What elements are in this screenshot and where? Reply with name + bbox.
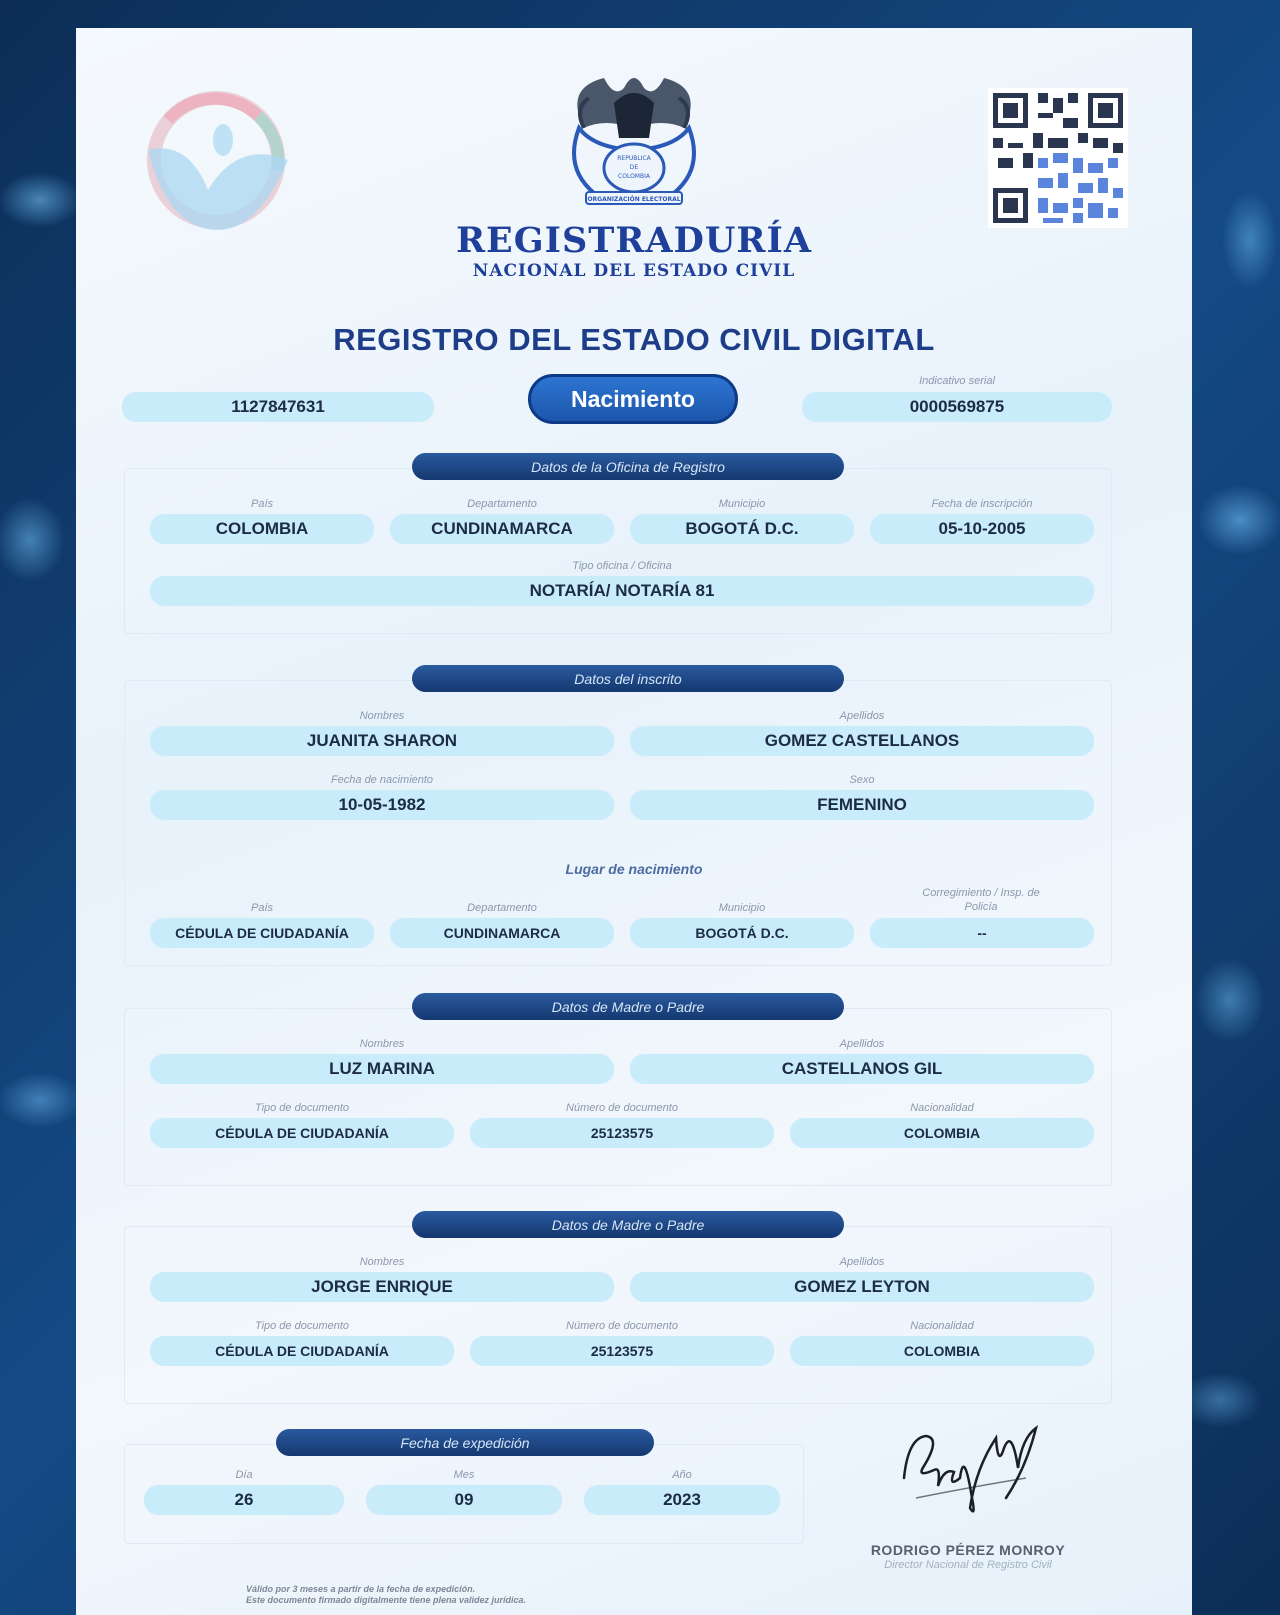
oficina-muni-label: Municipio bbox=[718, 498, 766, 510]
inscrito-sexo-label: Sexo bbox=[849, 774, 875, 786]
lugar-nacimiento-title: Lugar de nacimiento bbox=[565, 861, 703, 877]
madre-num-label: Número de documento bbox=[566, 1102, 678, 1114]
madre-nombres-field: LUZ MARINA bbox=[150, 1054, 614, 1084]
exp-mes-label: Mes bbox=[453, 1469, 475, 1481]
exp-mes-field: 09 bbox=[366, 1485, 562, 1515]
padre-apellidos-field: GOMEZ LEYTON bbox=[630, 1272, 1094, 1302]
oficina-depto-label: Departamento bbox=[467, 498, 537, 510]
lugar-depto-label: Departamento bbox=[467, 902, 537, 914]
lugar-correg-label: Corregimiento / Insp. de Policía bbox=[922, 887, 1040, 913]
oficina-pais-field: COLOMBIA bbox=[150, 514, 374, 544]
oficina-fecha-field: 05-10-2005 bbox=[870, 514, 1094, 544]
validity-line-1: Válido por 3 meses a partir de la fecha de expedición. bbox=[246, 1584, 476, 1594]
lugar-pais-field: CÉDULA DE CIUDADANÍA bbox=[150, 918, 374, 948]
inscrito-fnac-field: 10-05-1982 bbox=[150, 790, 614, 820]
madre-apellidos-label: Apellidos bbox=[839, 1038, 885, 1050]
signature-icon bbox=[886, 1408, 1076, 1528]
signatory-role: Director Nacional de Registro Civil bbox=[884, 1559, 1052, 1571]
inscrito-fnac-label: Fecha de nacimiento bbox=[330, 774, 434, 786]
signatory-name: RODRIGO PÉREZ MONROY bbox=[870, 1542, 1066, 1558]
registry-subtitle: NACIONAL DEL ESTADO CIVIL bbox=[472, 261, 796, 281]
oficina-tipo-label: Tipo oficina / Oficina bbox=[572, 560, 672, 572]
crest-text-2: DE bbox=[629, 164, 639, 171]
exp-dia-label: Día bbox=[235, 1469, 253, 1481]
exp-anio-label: Año bbox=[672, 1469, 692, 1481]
padre-section-title: Datos de Madre o Padre bbox=[412, 1211, 844, 1238]
oficina-fecha-label: Fecha de inscripción bbox=[931, 498, 1033, 510]
validity-line-2: Este documento firmado digitalmente tiene plena validez jurídica. bbox=[246, 1595, 527, 1605]
nacimiento-badge: Nacimiento bbox=[528, 374, 738, 424]
padre-apellidos-label: Apellidos bbox=[839, 1256, 885, 1268]
inscrito-apellidos-label: Apellidos bbox=[839, 710, 885, 722]
document-title: REGISTRO DEL ESTADO CIVIL DIGITAL bbox=[333, 322, 935, 357]
padre-nac-label: Nacionalidad bbox=[910, 1320, 974, 1332]
oficina-section-title: Datos de la Oficina de Registro bbox=[412, 453, 844, 480]
padre-nac-field: COLOMBIA bbox=[790, 1336, 1094, 1366]
madre-tipo-label: Tipo de documento bbox=[254, 1102, 350, 1114]
registry-title: REGISTRADURÍA bbox=[455, 220, 813, 261]
certificate-sheet bbox=[76, 28, 1192, 1615]
madre-tipo-field: CÉDULA DE CIUDADANÍA bbox=[150, 1118, 454, 1148]
serial-field: 0000569875 bbox=[802, 392, 1112, 422]
serial-label: Indicativo serial bbox=[919, 375, 995, 387]
oficina-depto-field: CUNDINAMARCA bbox=[390, 514, 614, 544]
madre-nombres-label: Nombres bbox=[359, 1038, 405, 1050]
inscrito-sexo-field: FEMENINO bbox=[630, 790, 1094, 820]
registry-logo-icon bbox=[128, 80, 298, 240]
padre-nombres-field: JORGE ENRIQUE bbox=[150, 1272, 614, 1302]
crest-banner-text: ORGANIZACIÓN ELECTORAL bbox=[587, 196, 681, 203]
madre-num-field: 25123575 bbox=[470, 1118, 774, 1148]
lugar-correg-field: -- bbox=[870, 918, 1094, 948]
padre-tipo-label: Tipo de documento bbox=[254, 1320, 350, 1332]
crest-text-3: COLOMBIA bbox=[618, 173, 650, 180]
padre-section bbox=[124, 1226, 1112, 1404]
exp-dia-field: 26 bbox=[144, 1485, 344, 1515]
padre-tipo-field: CÉDULA DE CIUDADANÍA bbox=[150, 1336, 454, 1366]
crest-text-1: REPUBLICA bbox=[617, 155, 651, 162]
inscrito-section-title: Datos del inscrito bbox=[412, 665, 844, 692]
lugar-depto-field: CUNDINAMARCA bbox=[390, 918, 614, 948]
inscrito-apellidos-field: GOMEZ CASTELLANOS bbox=[630, 726, 1094, 756]
oficina-tipo-field: NOTARÍA/ NOTARÍA 81 bbox=[150, 576, 1094, 606]
qr-code-icon[interactable] bbox=[988, 88, 1128, 228]
inscrito-nombres-field: JUANITA SHARON bbox=[150, 726, 614, 756]
madre-apellidos-field: CASTELLANOS GIL bbox=[630, 1054, 1094, 1084]
lugar-pais-label: País bbox=[250, 902, 273, 914]
oficina-muni-field: BOGOTÁ D.C. bbox=[630, 514, 854, 544]
validity-note bbox=[246, 1584, 526, 1606]
padre-nombres-label: Nombres bbox=[359, 1256, 405, 1268]
registry-number-field: 1127847631 bbox=[122, 392, 434, 422]
madre-nac-field: COLOMBIA bbox=[790, 1118, 1094, 1148]
colombia-crest-icon bbox=[554, 68, 714, 218]
exp-anio-field: 2023 bbox=[584, 1485, 780, 1515]
madre-section-title: Datos de Madre o Padre bbox=[412, 993, 844, 1020]
oficina-pais-label: País bbox=[250, 498, 273, 510]
lugar-muni-field: BOGOTÁ D.C. bbox=[630, 918, 854, 948]
lugar-muni-label: Municipio bbox=[718, 902, 766, 914]
madre-section bbox=[124, 1008, 1112, 1186]
madre-nac-label: Nacionalidad bbox=[910, 1102, 974, 1114]
inscrito-nombres-label: Nombres bbox=[359, 710, 405, 722]
expedicion-section-title: Fecha de expedición bbox=[276, 1429, 654, 1456]
padre-num-field: 25123575 bbox=[470, 1336, 774, 1366]
padre-num-label: Número de documento bbox=[566, 1320, 678, 1332]
oficina-section bbox=[124, 468, 1112, 634]
